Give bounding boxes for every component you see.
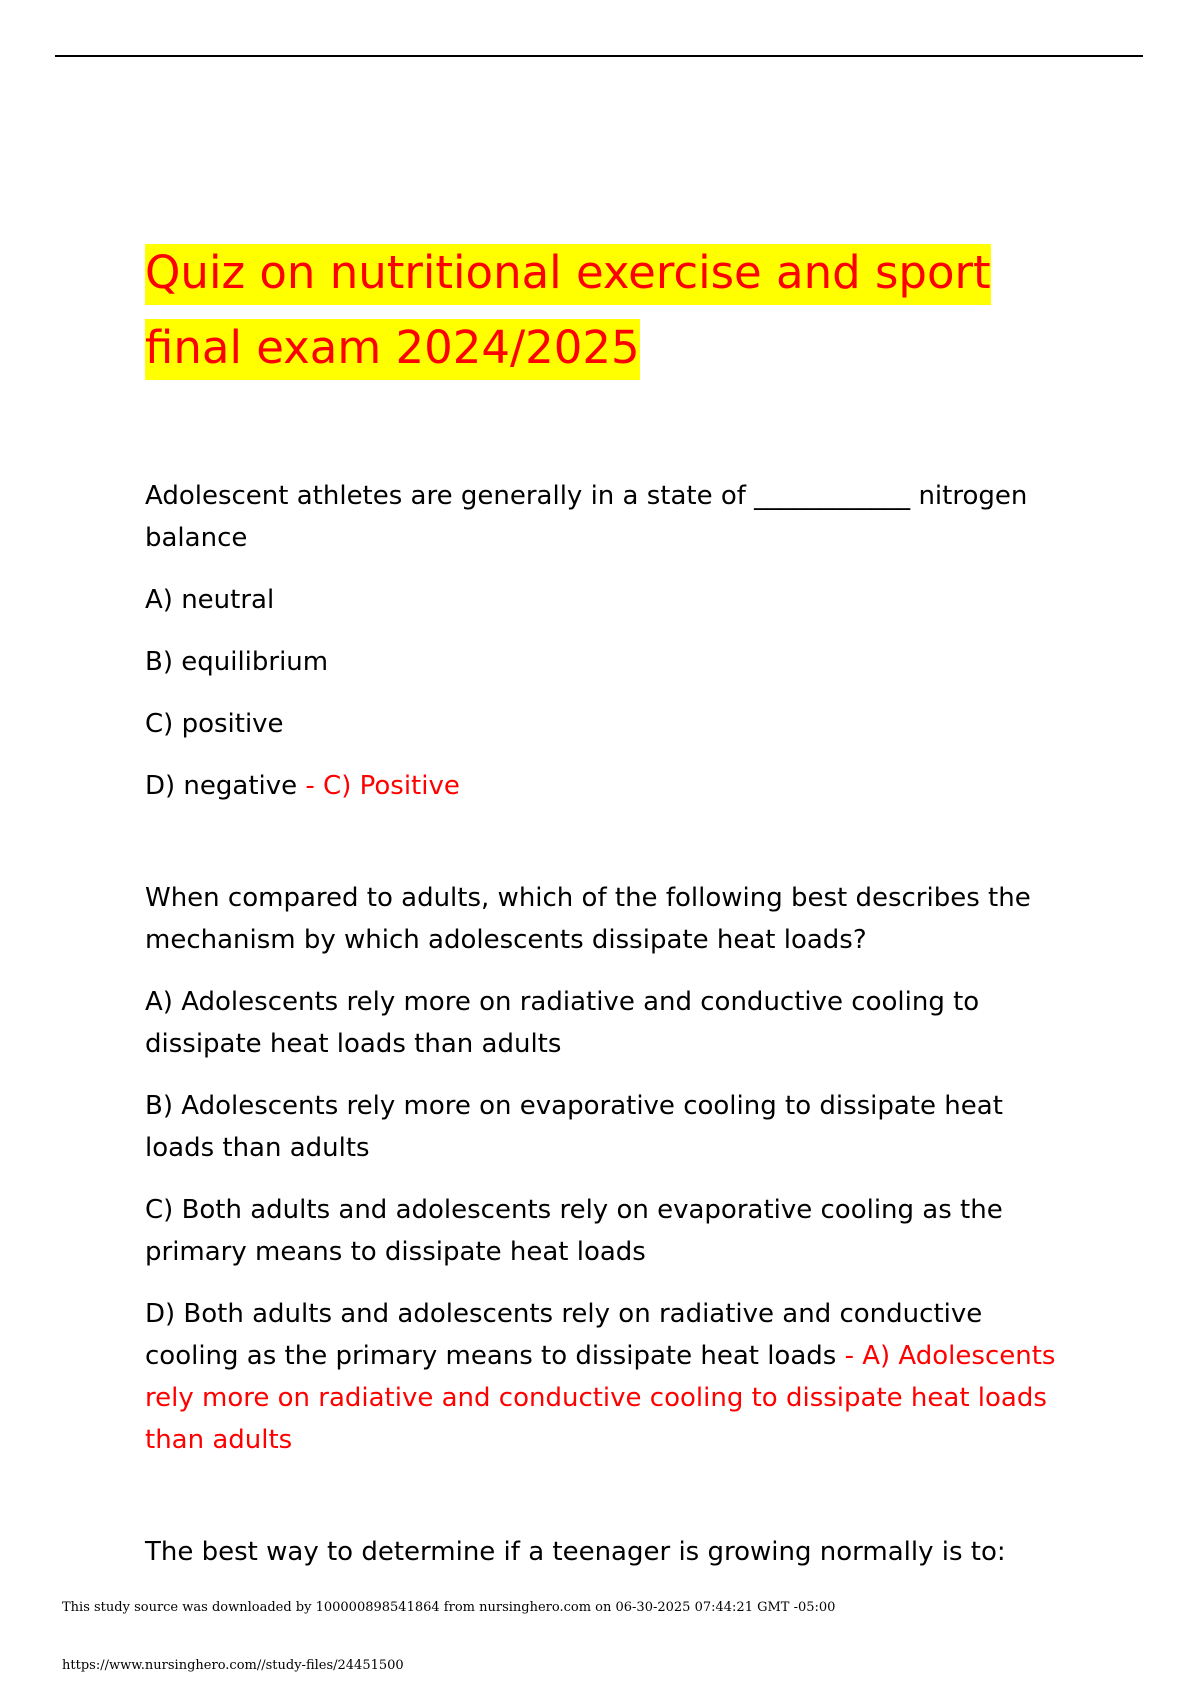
question-1-answer: - C) Positive: [297, 771, 460, 801]
question-1-option-c: C) positive: [145, 709, 284, 739]
question-1-option-a: A) neutral: [145, 585, 275, 615]
document-title-text: Quiz on nutritional exercise and sport final exam 2024/2025: [145, 244, 991, 380]
footer-url[interactable]: https://www.nursinghero.com//study-files/24451500: [62, 1658, 404, 1673]
question-1-option-d: [145, 765, 1060, 807]
question-3: [145, 1531, 1060, 1573]
question-1-text: Adolescent athletes are generally in a state of ____________ nitrogen balance: [145, 481, 1028, 553]
question-2-option-b: B) Adolescents rely more on evaporative cooling to dissipate heat loads than adults: [145, 1091, 1003, 1163]
header-rule: [55, 55, 1143, 57]
document-title: [145, 235, 1060, 385]
question-2-option-c: C) Both adults and adolescents rely on evaporative cooling as the primary means to dissipate heat loads: [145, 1195, 1003, 1267]
question-1-option-d-text: D) negative: [145, 771, 298, 801]
question-list: [145, 475, 1060, 1573]
question-1-option-b: B) equilibrium: [145, 647, 329, 677]
question-2-text: When compared to adults, which of the following best describes the mechanism by which adolescents dissipate heat loads?: [145, 883, 1031, 955]
footer-source-note: This study source was downloaded by 100000898541864 from nursinghero.com on 06-30-2025 07:44:21 GMT -05:00: [62, 1600, 836, 1615]
question-2-answer: - A) Adolescents rely more on radiative and conductive cooling to dissipate heat loads than adults: [145, 1341, 1056, 1455]
document-body: [145, 235, 1060, 1643]
question-2-option-d: [145, 1293, 1060, 1461]
question-3-text: The best way to determine if a teenager is growing normally is to:: [145, 1537, 1006, 1567]
question-1: [145, 475, 1060, 807]
question-2-option-d-text: D) Both adults and adolescents rely on radiative and conductive cooling as the primary means to dissipate heat loads: [145, 1299, 983, 1371]
question-2-option-a: A) Adolescents rely more on radiative and conductive cooling to dissipate heat loads than adults: [145, 987, 980, 1059]
question-2: [145, 877, 1060, 1461]
